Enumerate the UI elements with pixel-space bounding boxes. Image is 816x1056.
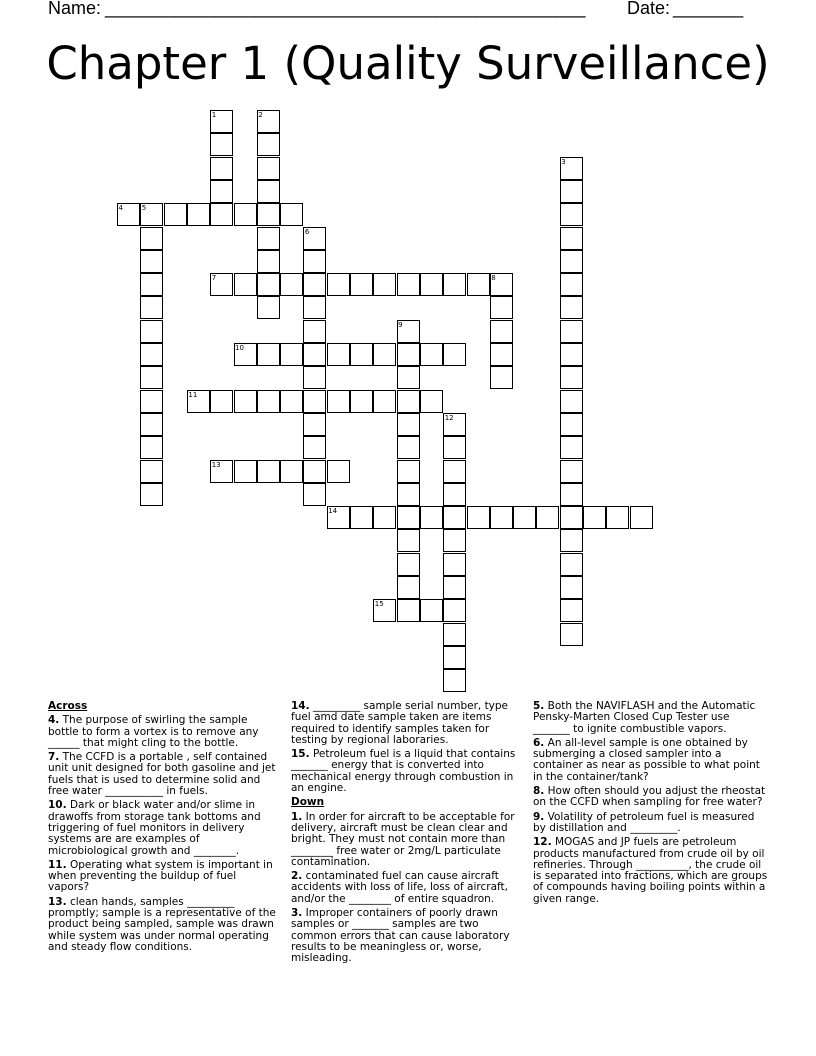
- grid-cell[interactable]: [140, 320, 163, 343]
- clue-across-11: 11. Operating what system is important in when preventing the buildup of fuel vapors?: [48, 858, 273, 894]
- grid-cell[interactable]: [560, 623, 583, 646]
- grid-cell[interactable]: [560, 460, 583, 483]
- grid-cell[interactable]: [350, 273, 373, 296]
- grid-cell[interactable]: [303, 296, 326, 319]
- grid-cell[interactable]: [257, 273, 280, 296]
- grid-cell[interactable]: [140, 343, 163, 366]
- grid-cell[interactable]: [257, 133, 280, 156]
- grid-cell[interactable]: [303, 436, 326, 459]
- grid-cell[interactable]: [560, 227, 583, 250]
- grid-cell[interactable]: [443, 506, 466, 529]
- date-label: Date:: [627, 0, 676, 18]
- grid-cell[interactable]: [140, 250, 163, 273]
- grid-cell[interactable]: [560, 180, 583, 203]
- grid-cell[interactable]: [257, 227, 280, 250]
- grid-cell[interactable]: [210, 203, 233, 226]
- clue-down-3: 3. Improper containers of poorly drawn samples or _______ samples are two common errors that can cause laboratory results to be meaningless or, worse, misleading.: [291, 907, 510, 965]
- clue-number-4: 4: [118, 204, 123, 213]
- grid-cell[interactable]: [490, 366, 513, 389]
- clue-number-10: 10: [235, 344, 244, 352]
- grid-cell[interactable]: [443, 460, 466, 483]
- grid-cell[interactable]: [280, 460, 303, 483]
- grid-cell[interactable]: [257, 157, 280, 180]
- grid-cell[interactable]: [234, 273, 257, 296]
- grid-cell[interactable]: [373, 390, 396, 413]
- clue-number-3: 3: [561, 157, 566, 166]
- grid-cell[interactable]: [443, 599, 466, 622]
- grid-cell[interactable]: [397, 413, 420, 436]
- grid-cell[interactable]: [257, 343, 280, 366]
- grid-cell[interactable]: [560, 529, 583, 552]
- grid-cell[interactable]: [257, 180, 280, 203]
- grid-cell[interactable]: [257, 460, 280, 483]
- clue-across-14: 14. _________ sample serial number, type fuel amd date sample taken are items required to identify samples taken for testing by regional laboraries.: [291, 700, 509, 746]
- name-line: ________________________________________________: [105, 0, 586, 18]
- clue-column-3: [533, 701, 769, 908]
- grid-cell[interactable]: [210, 390, 233, 413]
- grid-cell[interactable]: [140, 436, 163, 459]
- clue-column-1: [48, 701, 278, 956]
- name-label: Name:: [48, 0, 107, 18]
- clue-number-14: 14: [328, 507, 338, 516]
- clue-number-1: 1: [211, 111, 217, 119]
- grid-cell[interactable]: [303, 250, 326, 273]
- grid-cell[interactable]: [140, 296, 163, 319]
- grid-cell[interactable]: [303, 390, 326, 413]
- grid-cell[interactable]: [350, 390, 373, 413]
- grid-cell[interactable]: [327, 390, 350, 413]
- grid-cell[interactable]: [350, 343, 373, 366]
- grid-cell[interactable]: [443, 483, 466, 506]
- grid-cell[interactable]: [280, 273, 303, 296]
- clue-down-2: 2. contaminated fuel can cause aircraft accidents with loss of life, loss of aircraft, and/or the ________ of entire squadron.: [291, 870, 508, 905]
- grid-cell[interactable]: [210, 180, 233, 203]
- clue-number-7: 7: [211, 274, 217, 283]
- clue-number-9: 9: [398, 320, 403, 329]
- grid-cell[interactable]: [560, 436, 583, 459]
- page-title: Chapter 1 (Quality Surveillance): [46, 37, 770, 90]
- grid-cell[interactable]: [536, 506, 559, 529]
- grid-cell[interactable]: [443, 553, 466, 576]
- clue-across-7: 7. The CCFD is a portable , self contained unit unit designed for both gasoline and jet fuels that is used to determine solid and free water ___________ in fuels.: [48, 751, 276, 798]
- grid-cell[interactable]: [327, 460, 350, 483]
- grid-cell[interactable]: [443, 576, 466, 599]
- grid-cell[interactable]: [397, 529, 420, 552]
- grid-cell[interactable]: [234, 203, 257, 226]
- grid-cell[interactable]: [420, 273, 443, 296]
- clue-column-2: [291, 701, 524, 968]
- grid-cell[interactable]: [140, 483, 163, 506]
- clue-across-4: 4. The purpose of swirling the sample bottle to form a vortex is to remove any ______ that might cling to the bottle.: [48, 714, 259, 749]
- clue-number-8: 8: [491, 274, 496, 283]
- grid-cell[interactable]: [443, 273, 466, 296]
- grid-cell[interactable]: [513, 506, 536, 529]
- grid-cell[interactable]: [257, 250, 280, 273]
- date-line: _______: [673, 0, 744, 18]
- grid-cell[interactable]: [560, 343, 583, 366]
- clue-number-11: 11: [188, 390, 198, 399]
- grid-cell[interactable]: [560, 553, 583, 576]
- grid-cell[interactable]: [350, 506, 373, 529]
- grid-cell[interactable]: [397, 599, 420, 622]
- grid-cell[interactable]: [560, 320, 583, 343]
- grid-cell[interactable]: [560, 296, 583, 319]
- grid-cell[interactable]: [420, 599, 443, 622]
- clue-down-5: 5. Both the NAVIFLASH and the Automatic Pensky-Marten Closed Cup Tester use _______ to ignite combustible vapors.: [533, 700, 756, 735]
- clue-across-15: 15. Petroleum fuel is a liquid that contains _______ energy that is converted into mechanical energy through combustion in an engine.: [291, 748, 516, 795]
- grid-cell[interactable]: [420, 506, 443, 529]
- grid-cell[interactable]: [234, 460, 257, 483]
- grid-cell[interactable]: [443, 436, 466, 459]
- grid-cell[interactable]: [560, 390, 583, 413]
- grid-cell[interactable]: [140, 366, 163, 389]
- clue-number-12: 12: [444, 413, 454, 422]
- grid-cell[interactable]: [443, 646, 466, 669]
- grid-cell[interactable]: [397, 460, 420, 483]
- grid-cell[interactable]: [397, 390, 420, 413]
- clue-down-9: 9. Volatility of petroleum fuel is measured by distillation and _________.: [533, 810, 755, 834]
- grid-cell[interactable]: [257, 296, 280, 319]
- grid-cell[interactable]: [443, 669, 466, 692]
- grid-cell[interactable]: [420, 343, 443, 366]
- grid-cell[interactable]: [490, 296, 513, 319]
- grid-cell[interactable]: [303, 366, 326, 389]
- grid-cell[interactable]: [373, 506, 396, 529]
- grid-cell[interactable]: [397, 343, 420, 366]
- down-heading: Down: [291, 796, 325, 809]
- grid-cell[interactable]: [630, 506, 653, 529]
- grid-cell[interactable]: [257, 203, 280, 226]
- grid-cell[interactable]: [606, 506, 629, 529]
- clue-number-13: 13: [211, 460, 221, 469]
- grid-cell[interactable]: [210, 157, 233, 180]
- grid-cell[interactable]: [303, 320, 326, 343]
- grid-cell[interactable]: [443, 343, 466, 366]
- grid-cell[interactable]: [303, 460, 326, 483]
- grid-cell[interactable]: [280, 203, 303, 226]
- grid-cell[interactable]: [467, 506, 490, 529]
- clue-down-1: 1. In order for aircraft to be acceptable for delivery, aircraft must be clean clear and bright. They must not contain more than ________ free water or 2mg/L particulate contamination.: [291, 810, 515, 868]
- grid-cell[interactable]: [397, 273, 420, 296]
- grid-cell[interactable]: [490, 320, 513, 343]
- grid-cell[interactable]: [187, 203, 210, 226]
- clue-down-6: 6. An all-level sample is one obtained by submerging a closed sampler into a container as near as possible to what point in the container/tank?: [533, 736, 760, 783]
- clue-number-5: 5: [141, 204, 147, 213]
- grid-cell[interactable]: [303, 483, 326, 506]
- grid-cell[interactable]: [443, 623, 466, 646]
- clue-across-13: 13. clean hands, samples _________ promptly; sample is a representative of the product being sampled, sample was drawn while system was under normal operating and steady flow conditions.: [48, 895, 276, 953]
- grid-cell[interactable]: [490, 343, 513, 366]
- grid-cell[interactable]: [560, 413, 583, 436]
- grid-cell[interactable]: [560, 506, 583, 529]
- grid-cell[interactable]: [397, 576, 420, 599]
- grid-cell[interactable]: [280, 390, 303, 413]
- grid-cell[interactable]: [560, 203, 583, 226]
- grid-cell[interactable]: [303, 273, 326, 296]
- grid-cell[interactable]: [140, 273, 163, 296]
- grid-cell[interactable]: [560, 273, 583, 296]
- clue-number-15: 15: [374, 600, 384, 609]
- grid-cell[interactable]: [560, 250, 583, 273]
- grid-cell[interactable]: [560, 576, 583, 599]
- grid-cell[interactable]: [397, 366, 420, 389]
- grid-cell[interactable]: [140, 227, 163, 250]
- grid-cell[interactable]: [257, 390, 280, 413]
- grid-cell[interactable]: [140, 460, 163, 483]
- grid-cell[interactable]: [303, 413, 326, 436]
- grid-cell[interactable]: [140, 390, 163, 413]
- grid-cell[interactable]: [280, 343, 303, 366]
- grid-cell[interactable]: [397, 553, 420, 576]
- grid-cell[interactable]: [583, 506, 606, 529]
- clue-down-8: 8. How often should you adjust the rheostat on the CCFD when sampling for free water?: [533, 785, 766, 809]
- grid-cell[interactable]: [164, 203, 187, 226]
- grid-cell[interactable]: [490, 506, 513, 529]
- grid-cell[interactable]: [560, 366, 583, 389]
- clue-down-12: 12. MOGAS and JP fuels are petroleum products manufactured from crude oil by oil refineries. Through __________, the crude oil is separated into fractions, which are groups of compounds having boiling points within a given range.: [533, 836, 768, 905]
- grid-cell[interactable]: [210, 133, 233, 156]
- clue-number-2: 2: [258, 111, 263, 119]
- grid-cell[interactable]: [397, 506, 420, 529]
- across-heading: Across: [48, 700, 88, 712]
- grid-cell[interactable]: [560, 483, 583, 506]
- grid-cell[interactable]: [327, 273, 350, 296]
- grid-cell[interactable]: [327, 343, 350, 366]
- grid-cell[interactable]: [140, 413, 163, 436]
- grid-cell[interactable]: [467, 273, 490, 296]
- grid-cell[interactable]: [443, 529, 466, 552]
- grid-cell[interactable]: [303, 343, 326, 366]
- clue-number-6: 6: [304, 227, 310, 236]
- grid-cell[interactable]: [420, 390, 443, 413]
- grid-cell[interactable]: [397, 483, 420, 506]
- grid-cell[interactable]: [560, 599, 583, 622]
- clue-across-10: 10. Dark or black water and/or slime in drawoffs from storage tank bottoms and triggering of fuel monitors in delivery systems are are examples of microbiological growth and ________.: [48, 799, 261, 857]
- grid-cell[interactable]: [397, 436, 420, 459]
- grid-cell[interactable]: [373, 273, 396, 296]
- grid-cell[interactable]: [373, 343, 396, 366]
- grid-cell[interactable]: [234, 390, 257, 413]
